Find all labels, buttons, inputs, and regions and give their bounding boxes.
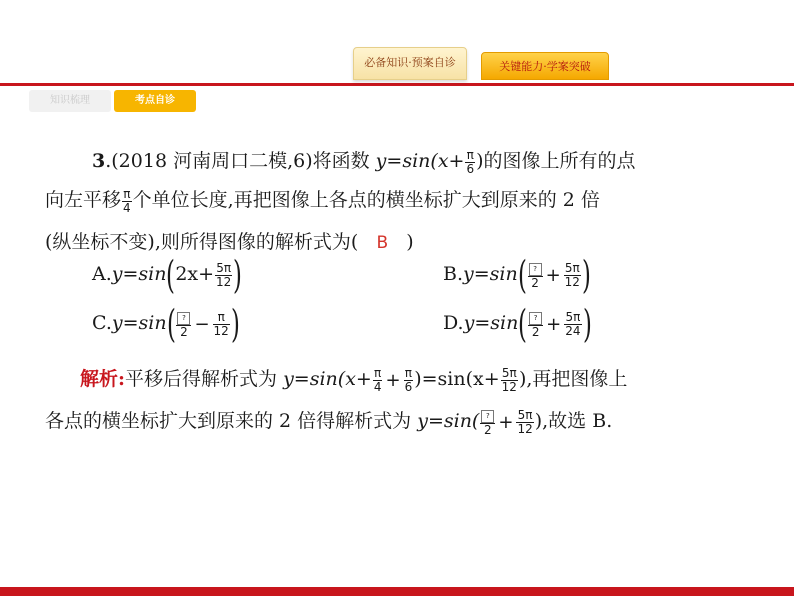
option-d-func: y=sin (463, 312, 519, 334)
fraction-glyph-2 (176, 310, 191, 339)
fraction-denominator: 12 (564, 274, 580, 289)
option-a[interactable] (92, 253, 243, 297)
option-a-mid: 2x+ (175, 263, 215, 285)
left-paren: ( (518, 302, 528, 346)
func-plus: + (448, 150, 465, 172)
subtab-knowledge-review[interactable]: 知识梳理 (29, 90, 111, 112)
fraction-glyph-2 (528, 310, 543, 339)
fraction-numerator: π (466, 147, 474, 162)
fraction-5pi-24 (564, 311, 581, 338)
solution-text-3: 各点的横坐标扩大到原来的 2 倍得解析式为 (45, 410, 418, 432)
fraction-denominator: 12 (216, 274, 232, 289)
question-line-1 (92, 146, 636, 176)
option-a-label: A. (92, 263, 112, 285)
question-text-1-end: 的图像上所有的点 (483, 150, 636, 172)
option-c-func: y=sin (111, 312, 167, 334)
solution-line-2 (45, 406, 612, 437)
fraction-denominator: 12 (517, 421, 533, 436)
fraction-numerator (176, 310, 191, 326)
right-paren: ) (582, 302, 592, 346)
fraction-numerator: 5π (216, 260, 232, 275)
unknown-glyph-icon: ? (529, 263, 542, 276)
fraction-5pi-12 (516, 409, 533, 436)
fraction-denominator: 2 (484, 422, 492, 437)
option-d-label: D. (443, 312, 464, 334)
right-paren: ) (233, 253, 243, 297)
option-c[interactable] (92, 302, 240, 346)
func-x: x (437, 150, 449, 172)
solution-text-2: ),再把图像上 (518, 368, 628, 390)
fraction-glyph-2 (480, 408, 495, 437)
fraction-numerator: 5π (564, 260, 580, 275)
option-c-label: C. (92, 312, 112, 334)
fraction-pi-6 (465, 149, 475, 176)
fraction-numerator (528, 310, 543, 326)
question-text-2a: 向左平移 (45, 189, 122, 211)
solution-func-1: y=sin(x+ (283, 368, 372, 390)
question-text-3b: ) (406, 231, 414, 253)
unknown-glyph-icon: ? (481, 410, 494, 423)
fraction-numerator: 5π (517, 407, 533, 422)
header-divider (0, 83, 794, 86)
option-b-label: B. (443, 263, 464, 285)
question-text-2b: 个单位长度,再把图像上各点的横坐标扩大到原来的 2 倍 (132, 189, 600, 211)
option-b[interactable] (443, 253, 591, 297)
fraction-numerator (480, 408, 495, 424)
solution-line-1 (80, 364, 627, 394)
fraction-pi-4 (122, 188, 132, 215)
option-a-func: y=sin (111, 263, 167, 285)
solution-plus: + (385, 369, 401, 391)
left-paren: ( (166, 302, 176, 346)
fraction-pi-6 (404, 367, 414, 394)
unknown-glyph-icon: ? (177, 312, 190, 325)
fraction-numerator: π (213, 311, 230, 325)
fraction-denominator: 4 (373, 379, 382, 394)
fraction-denominator: 4 (123, 200, 131, 215)
fraction-numerator: 5π (565, 309, 581, 324)
answer-letter: B (376, 233, 389, 253)
fraction-denominator: 2 (531, 275, 539, 290)
fraction-numerator: π (123, 186, 131, 201)
fraction-5pi-12 (501, 367, 518, 394)
unknown-glyph-icon: ? (529, 312, 542, 325)
fraction-denominator: 6 (404, 379, 413, 394)
solution-plus-2: + (498, 411, 514, 433)
question-text-3a: (纵坐标不变),则所得图像的解析式为( (45, 231, 359, 253)
footer-bar (0, 587, 794, 596)
fraction-numerator: π (374, 365, 382, 380)
question-source: .(2018 河南周口二模,6)将函数 (105, 150, 370, 172)
question-number: 3 (92, 150, 106, 172)
question-line-3 (45, 227, 414, 254)
option-b-plus: + (545, 264, 561, 286)
solution-label: 解析: (80, 368, 126, 390)
fraction-5pi-12 (564, 262, 581, 289)
option-b-func: y=sin (463, 263, 518, 285)
tab-essential-knowledge[interactable]: 必备知识·预案自诊 (353, 47, 467, 80)
func-close: ) (476, 150, 484, 172)
fraction-5pi-12 (215, 262, 232, 289)
fraction-numerator: π (404, 365, 412, 380)
fraction-pi-12 (213, 311, 230, 338)
fraction-denominator: 24 (565, 323, 581, 338)
option-c-minus: − (194, 313, 210, 335)
right-paren: ) (581, 253, 591, 297)
fraction-denominator: 2 (531, 324, 540, 339)
fraction-numerator: 5π (501, 365, 517, 380)
subtab-self-diagnosis[interactable]: 考点自诊 (114, 90, 196, 112)
fraction-denominator: 2 (180, 324, 188, 339)
func-y: y=sin( (375, 150, 438, 172)
question-line-2 (45, 185, 600, 215)
fraction-denominator: 12 (501, 379, 517, 394)
solution-end: ),故选 B. (534, 410, 613, 432)
tab-key-ability[interactable]: 关键能力·学案突破 (481, 52, 609, 80)
right-paren: ) (230, 302, 240, 346)
left-paren: ( (517, 253, 527, 297)
solution-func-2: y=sin( (417, 410, 480, 432)
option-d-plus: + (546, 313, 562, 335)
solution-text-1: 平移后得解析式为 (125, 368, 284, 390)
left-paren: ( (166, 253, 176, 297)
fraction-pi-4 (373, 367, 383, 394)
fraction-glyph-2 (528, 261, 543, 290)
fraction-numerator (528, 261, 543, 277)
fraction-denominator: 6 (466, 161, 475, 176)
option-d[interactable] (443, 302, 592, 346)
solution-mid-1: )=sin(x+ (414, 368, 500, 390)
fraction-denominator: 12 (213, 323, 229, 338)
